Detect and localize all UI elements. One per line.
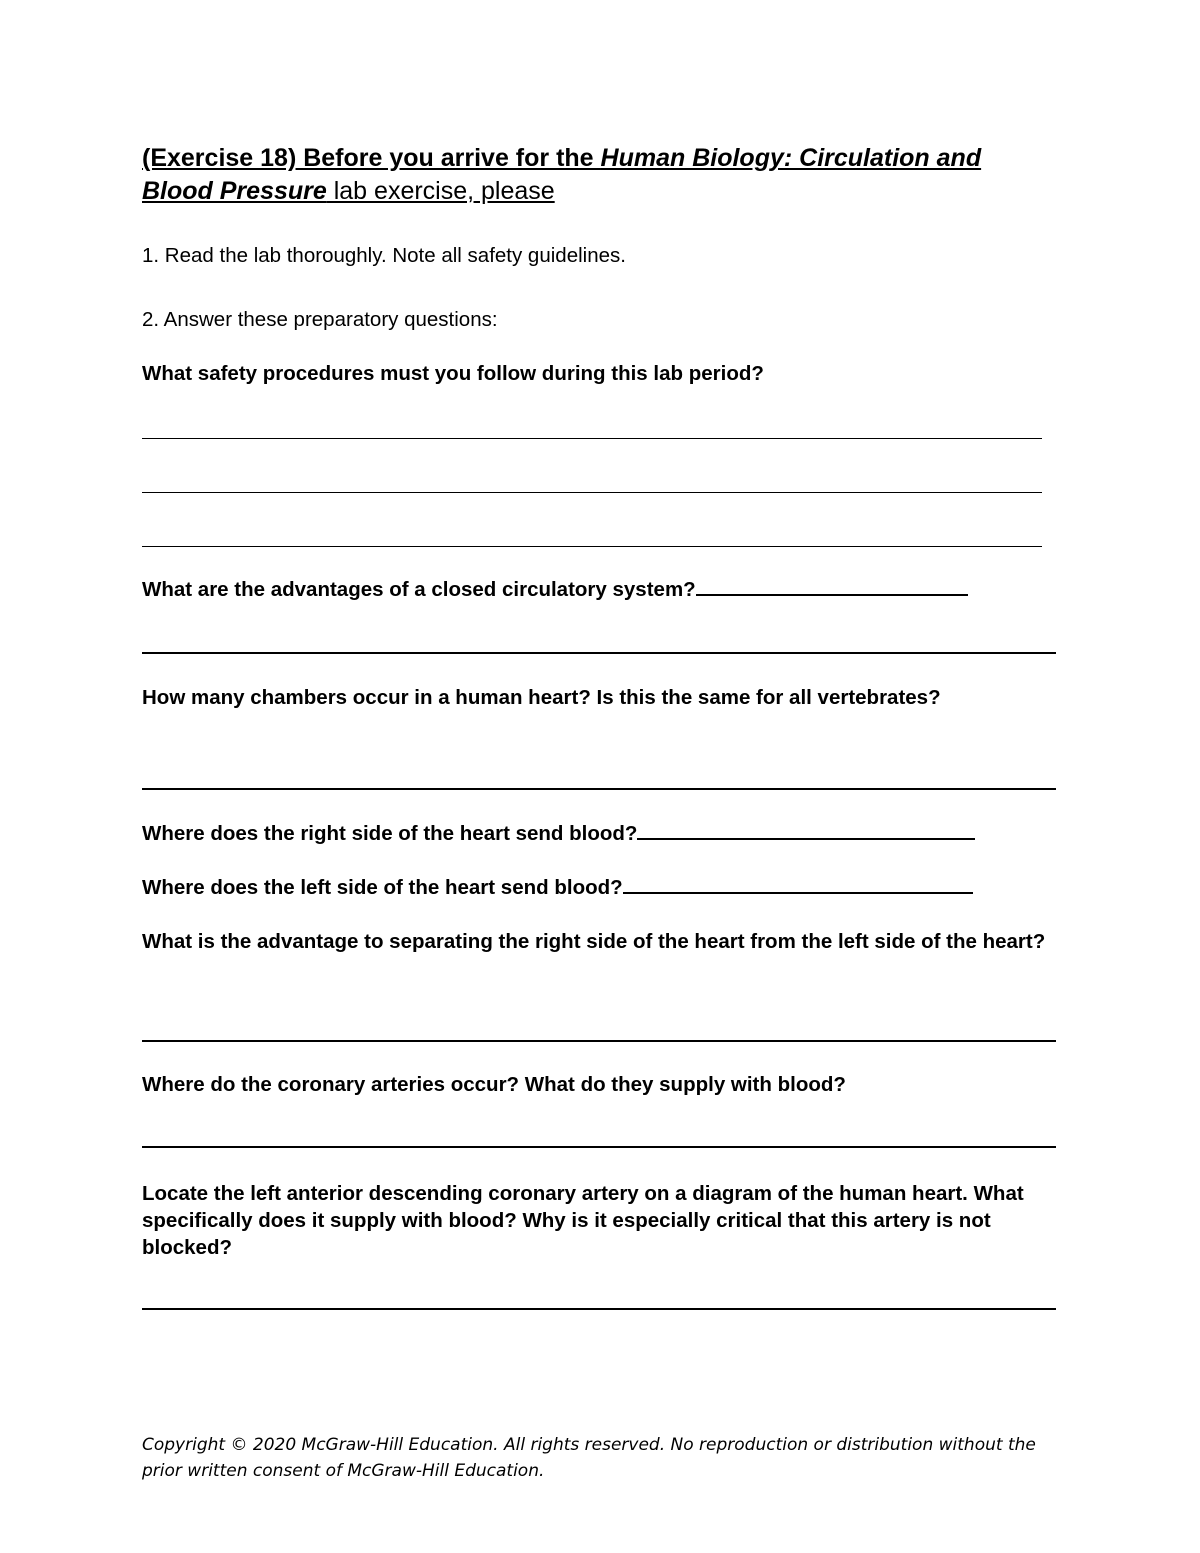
step-2: 2. Answer these preparatory questions: xyxy=(142,308,498,331)
question-4: Where does the right side of the heart send blood? xyxy=(142,822,638,845)
step-1: 1. Read the lab thoroughly. Note all safety guidelines. xyxy=(142,244,626,267)
question-2-row xyxy=(142,576,968,603)
answer-inline-5[interactable] xyxy=(623,874,973,894)
answer-inline-2[interactable] xyxy=(696,576,968,596)
question-5-row xyxy=(142,874,973,901)
answer-line-2[interactable] xyxy=(142,652,1056,654)
title-lab-name: Human Biology: Circulation and Blood Pressure xyxy=(142,144,982,205)
question-4-row xyxy=(142,820,975,847)
question-7: Where do the coronary arteries occur? What do they supply with blood? xyxy=(142,1073,846,1096)
answer-inline-4[interactable] xyxy=(637,820,975,840)
page-title xyxy=(142,142,1052,208)
answer-line-3[interactable] xyxy=(142,788,1056,790)
answer-line-6[interactable] xyxy=(142,1040,1056,1042)
title-part2: lab exercise, please xyxy=(326,177,555,205)
question-5: Where does the left side of the heart send blood? xyxy=(142,876,623,899)
answer-line-1a[interactable] xyxy=(142,438,1042,439)
question-1: What safety procedures must you follow during this lab period? xyxy=(142,362,764,385)
answer-line-8[interactable] xyxy=(142,1308,1056,1310)
copyright-notice: Copyright © 2020 McGraw-Hill Education. All rights reserved. No reproduction or distribution without the prior written consent of McGraw-Hill Education. xyxy=(142,1435,1036,1481)
question-6: What is the advantage to separating the right side of the heart from the left side of the heart? xyxy=(142,930,1046,953)
question-2: What are the advantages of a closed circulatory system? xyxy=(142,578,696,601)
answer-line-1b[interactable] xyxy=(142,492,1042,493)
question-3: How many chambers occur in a human heart? Is this the same for all vertebrates? xyxy=(142,686,941,709)
question-8: Locate the left anterior descending coronary artery on a diagram of the human heart. What specifically does it supply with blood? Why is it especially critical that this artery is not blocked? xyxy=(142,1182,1024,1259)
answer-line-7[interactable] xyxy=(142,1146,1056,1148)
answer-line-1c[interactable] xyxy=(142,546,1042,547)
title-part1: (Exercise 18) Before you arrive for the xyxy=(142,144,601,172)
